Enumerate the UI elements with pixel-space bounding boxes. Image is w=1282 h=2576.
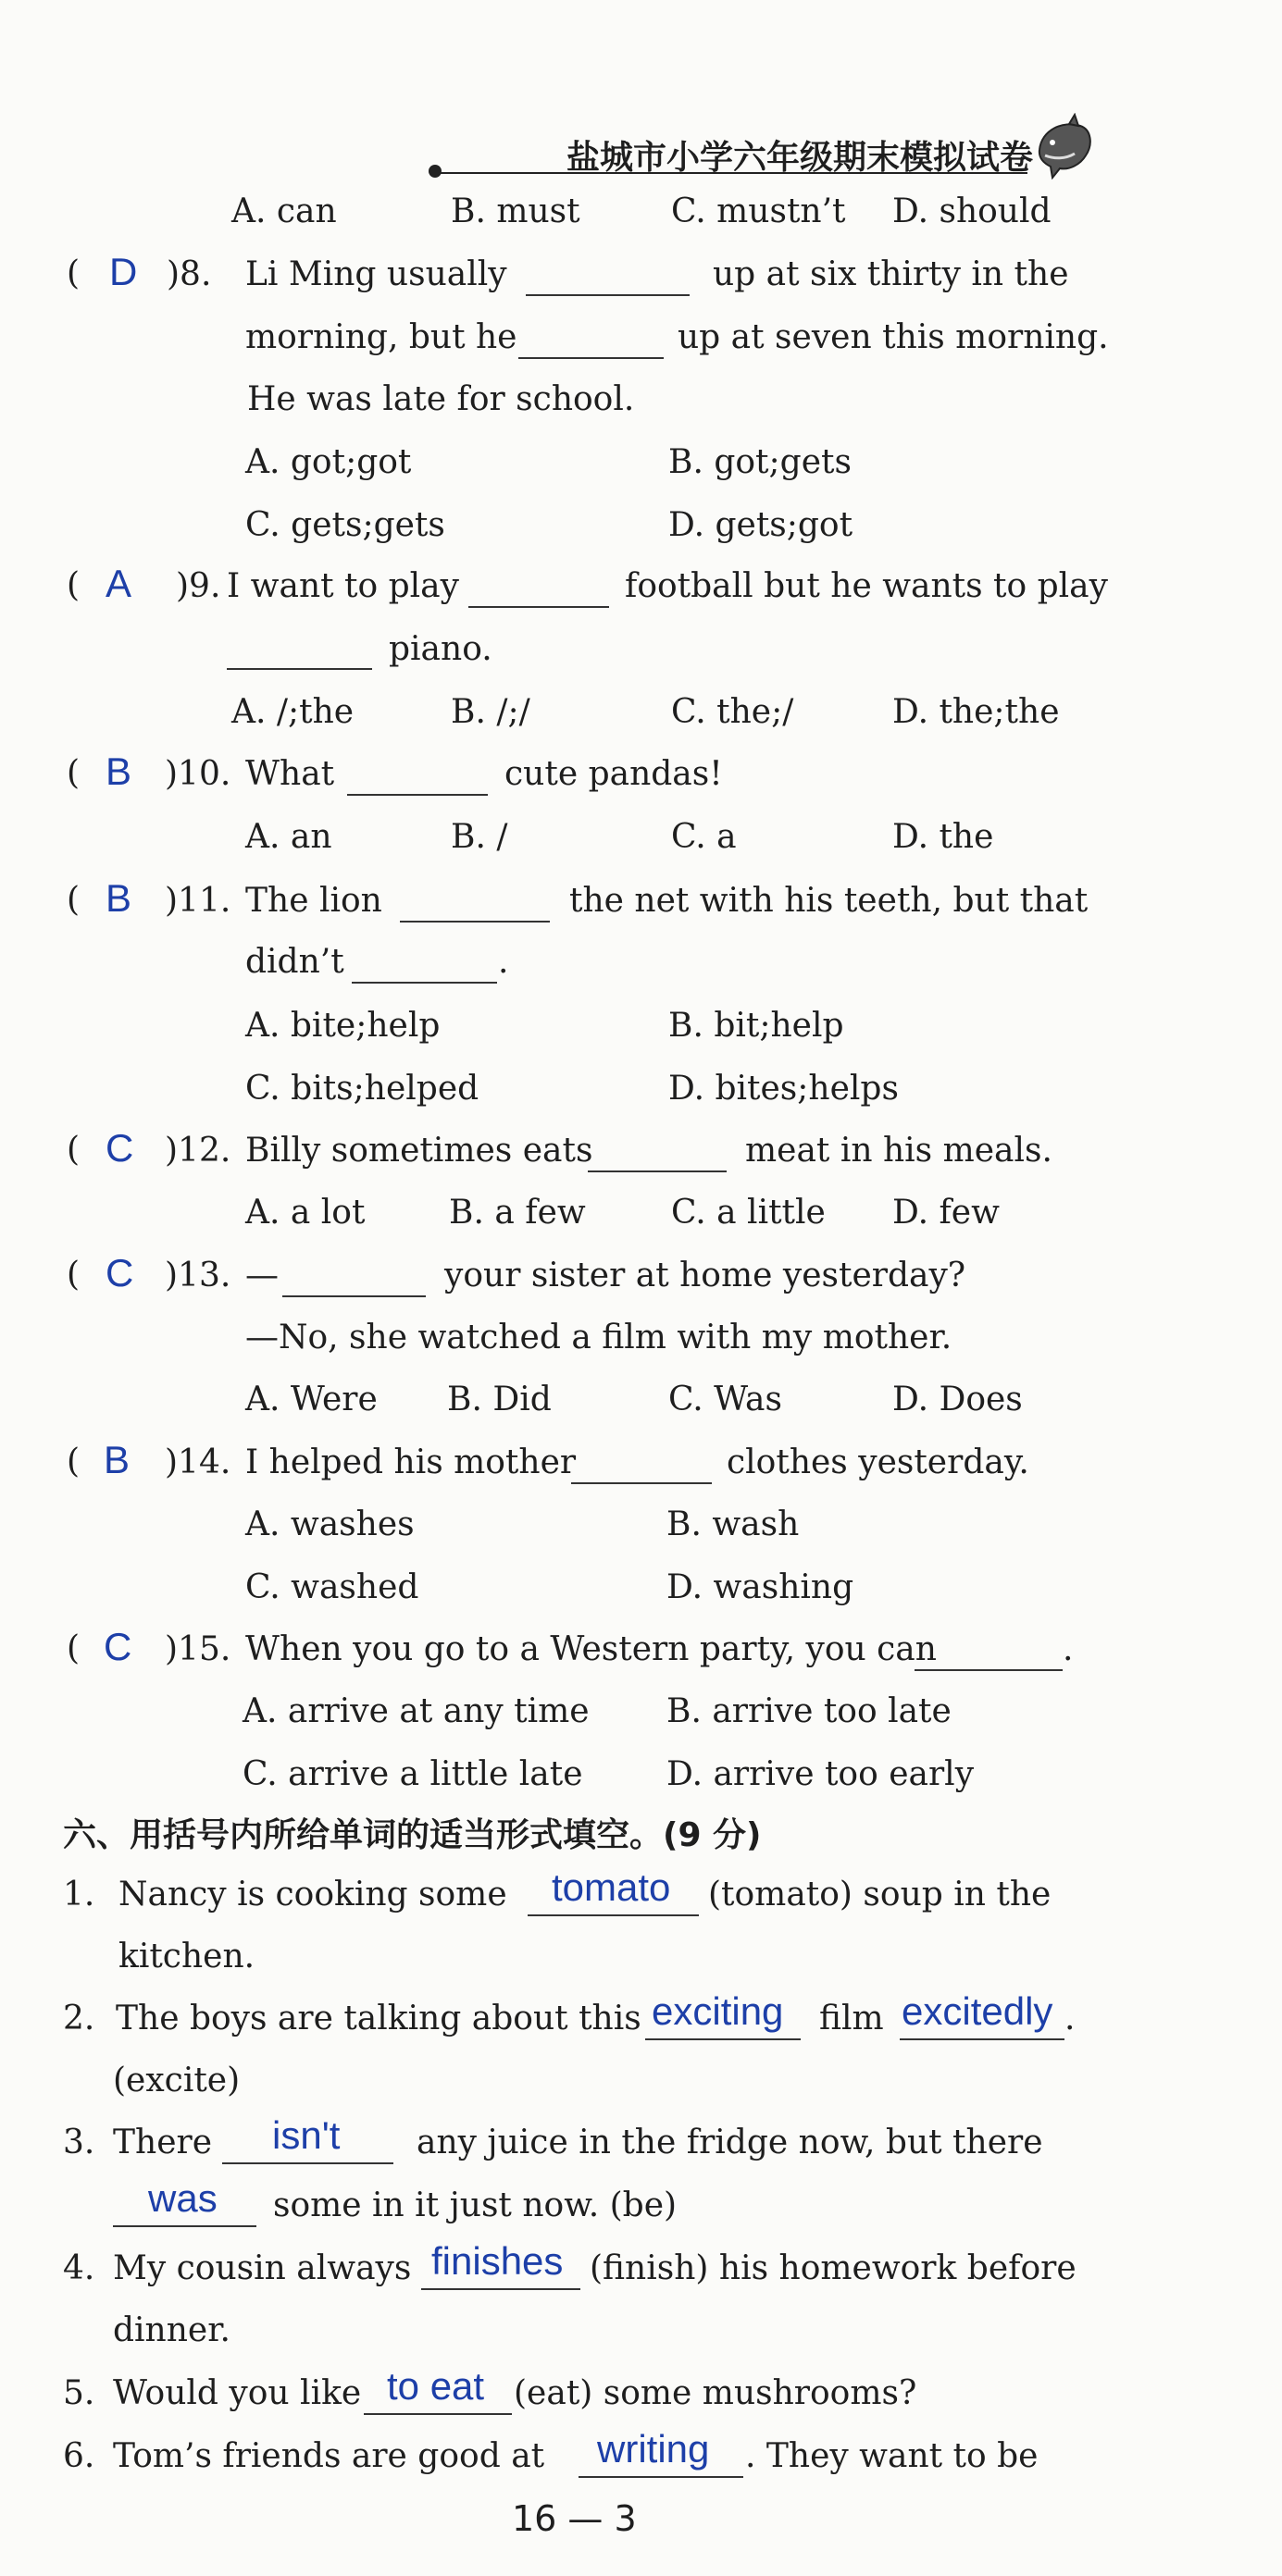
q12-line1-a: Billy sometimes eats <box>245 1132 593 1170</box>
q7-option-a: A. can <box>231 192 337 230</box>
q15-option-d: D. arrive too early <box>666 1755 975 1793</box>
q8-open-paren: ( <box>67 254 81 292</box>
f3-text-c: some in it just now. (be) <box>273 2186 678 2224</box>
f2-text-b: film <box>819 2000 884 2037</box>
q8-number: )8. <box>167 255 212 293</box>
q11-blank-1 <box>400 921 550 923</box>
q10-option-a: A. an <box>245 818 332 856</box>
f6-number: 6. <box>63 2437 95 2475</box>
q11-open-paren: ( <box>67 881 81 919</box>
q9-line2: piano. <box>389 630 492 668</box>
q14-line1-a: I helped his mother <box>245 1443 577 1481</box>
q7-option-b: B. must <box>451 192 580 230</box>
q14-option-d: D. washing <box>666 1568 854 1606</box>
q11-blank-2 <box>352 982 497 984</box>
q9-number: )9. <box>176 567 221 605</box>
q15-number: )15. <box>165 1630 231 1668</box>
q8-line3: He was late for school. <box>247 380 635 418</box>
q11-line1-b: the net with his teeth, but that <box>569 882 1089 920</box>
q9-line1-a: I want to play <box>227 567 459 605</box>
f5-blank <box>364 2413 512 2415</box>
q11-option-c: C. bits;helped <box>245 1070 479 1108</box>
q9-option-c: C. the;/ <box>671 693 794 731</box>
f6-blank <box>579 2476 743 2478</box>
f3-blank-2 <box>113 2225 256 2227</box>
q11-line2-b: . <box>498 943 509 981</box>
q15-line1-b: . <box>1063 1630 1074 1668</box>
q12-open-paren: ( <box>67 1131 81 1169</box>
f4-text-c: dinner. <box>113 2311 230 2349</box>
q11-option-a: A. bite;help <box>245 1007 441 1045</box>
dolphin-icon <box>1032 113 1097 183</box>
q13-line1-b: your sister at home yesterday? <box>444 1257 966 1294</box>
q13-blank <box>282 1295 426 1297</box>
q14-option-a: A. washes <box>245 1505 415 1543</box>
q9-option-a: A. /;the <box>231 693 355 731</box>
q13-option-a: A. Were <box>245 1381 378 1418</box>
q8-line2-b: up at seven this morning. <box>678 318 1109 356</box>
q12-option-b: B. a few <box>449 1194 586 1232</box>
q12-answer: C <box>106 1126 134 1170</box>
q14-option-b: B. wash <box>666 1505 800 1543</box>
f2-answer-2: excitedly <box>902 1989 1053 2033</box>
q15-option-b: B. arrive too late <box>666 1692 952 1730</box>
f3-answer-2: was <box>148 2176 218 2220</box>
q8-blank-2 <box>518 357 664 359</box>
q15-blank <box>915 1669 1063 1671</box>
q13-line1-a: — <box>245 1257 279 1294</box>
f5-text-b: (eat) some mushrooms? <box>514 2374 917 2412</box>
f6-text-b: . They want to be <box>745 2437 1039 2475</box>
q7-option-d: D. should <box>892 192 1052 230</box>
q14-answer: B <box>104 1438 131 1481</box>
q10-open-paren: ( <box>67 754 81 792</box>
q13-option-b: B. Did <box>447 1381 552 1418</box>
q11-option-b: B. bit;help <box>668 1007 844 1045</box>
q8-option-c: C. gets;gets <box>245 506 445 544</box>
f2-blank-2 <box>900 2038 1064 2040</box>
q9-option-d: D. the;the <box>892 693 1060 731</box>
q14-open-paren: ( <box>67 1443 81 1480</box>
f2-text-a: The boys are talking about this <box>116 2000 641 2037</box>
f4-number: 4. <box>63 2249 95 2287</box>
q8-option-b: B. got;gets <box>668 443 852 481</box>
q14-option-c: C. washed <box>245 1568 419 1606</box>
q15-answer: C <box>104 1625 132 1668</box>
q8-line2-a: morning, but he <box>245 318 517 356</box>
f6-text-a: Tom’s friends are good at <box>113 2437 545 2475</box>
f4-answer: finishes <box>431 2239 564 2283</box>
f4-blank <box>421 2288 580 2290</box>
q11-line1-a: The lion <box>245 882 382 920</box>
f5-text-a: Would you like <box>113 2374 362 2412</box>
f3-text-b: any juice in the fridge now, but there <box>417 2124 1043 2161</box>
q10-number: )10. <box>165 755 231 793</box>
f5-answer: to eat <box>387 2364 485 2408</box>
q11-line2-a: didn’t <box>245 943 344 981</box>
f3-blank-1 <box>222 2162 393 2164</box>
q8-line1-a: Li Ming usually <box>245 255 507 293</box>
f3-answer-1: isn't <box>272 2113 341 2157</box>
f1-blank <box>528 1914 699 1916</box>
q10-option-c: C. a <box>671 818 737 856</box>
header-dot <box>429 165 442 178</box>
q10-line1-b: cute pandas! <box>504 755 723 793</box>
f2-answer-1: exciting <box>652 1989 784 2033</box>
q13-option-d: D. Does <box>892 1381 1023 1418</box>
f4-text-a: My cousin always <box>113 2249 412 2287</box>
q12-option-a: A. a lot <box>245 1194 366 1232</box>
f3-number: 3. <box>63 2124 95 2161</box>
q15-option-c: C. arrive a little late <box>243 1755 583 1793</box>
q9-open-paren: ( <box>67 566 81 604</box>
f5-number: 5. <box>63 2374 95 2412</box>
q13-line2: —No, she watched a film with my mother. <box>245 1319 952 1356</box>
section-6-title: 六、用括号内所给单词的适当形式填空。(9 分) <box>63 1816 762 1854</box>
q9-blank-1 <box>468 606 609 608</box>
page-header-title: 盐城市小学六年级期末模拟试卷 <box>566 139 1034 177</box>
q12-option-d: D. few <box>892 1194 1000 1232</box>
f6-answer: writing <box>597 2427 710 2471</box>
q10-line1-a: What <box>245 755 335 793</box>
q14-blank <box>571 1482 712 1484</box>
q8-option-a: A. got;got <box>245 443 412 481</box>
q8-line1-b: up at six thirty in the <box>713 255 1069 293</box>
q12-option-c: C. a little <box>671 1194 826 1232</box>
q10-blank <box>347 794 488 796</box>
q14-line1-b: clothes yesterday. <box>727 1443 1029 1481</box>
q13-open-paren: ( <box>67 1256 81 1294</box>
q15-open-paren: ( <box>67 1629 81 1667</box>
f2-number: 2. <box>63 2000 95 2037</box>
q12-number: )12. <box>165 1132 231 1170</box>
q7-option-c: C. mustn’t <box>671 192 846 230</box>
q13-answer: C <box>106 1251 134 1294</box>
f3-text-a: There <box>113 2124 213 2161</box>
q8-blank-1 <box>526 294 690 296</box>
q10-answer: B <box>106 749 132 793</box>
page-number: 16 — 3 <box>512 2498 637 2539</box>
f1-answer: tomato <box>552 1865 671 1909</box>
f2-blank-1 <box>645 2038 801 2040</box>
f1-text-c: kitchen. <box>118 1938 255 1975</box>
q9-option-b: B. /;/ <box>451 693 530 731</box>
q11-number: )11. <box>165 882 231 920</box>
q9-answer: A <box>106 562 132 605</box>
f4-text-b: (finish) his homework before <box>590 2249 1077 2287</box>
q11-option-d: D. bites;helps <box>668 1070 899 1108</box>
f2-text-d: (excite) <box>113 2062 241 2099</box>
q12-blank <box>588 1170 727 1172</box>
q13-number: )13. <box>165 1257 231 1294</box>
f1-number: 1. <box>63 1876 95 1913</box>
q9-line1-b: football but he wants to play <box>625 567 1108 605</box>
q15-line1-a: When you go to a Western party, you can <box>245 1630 937 1668</box>
f1-text-a: Nancy is cooking some <box>118 1876 507 1913</box>
q13-option-c: C. Was <box>668 1381 782 1418</box>
q8-option-d: D. gets;got <box>668 506 853 544</box>
f1-text-b: (tomato) soup in the <box>708 1876 1052 1913</box>
f2-text-c: . <box>1064 2000 1076 2037</box>
q10-option-d: D. the <box>892 818 994 856</box>
q10-option-b: B. / <box>451 818 508 856</box>
q14-number: )14. <box>165 1443 231 1481</box>
q15-option-a: A. arrive at any time <box>243 1692 590 1730</box>
q9-blank-2 <box>227 668 372 670</box>
q8-answer: D <box>109 250 138 293</box>
q12-line1-b: meat in his meals. <box>745 1132 1052 1170</box>
q11-answer: B <box>106 876 132 920</box>
